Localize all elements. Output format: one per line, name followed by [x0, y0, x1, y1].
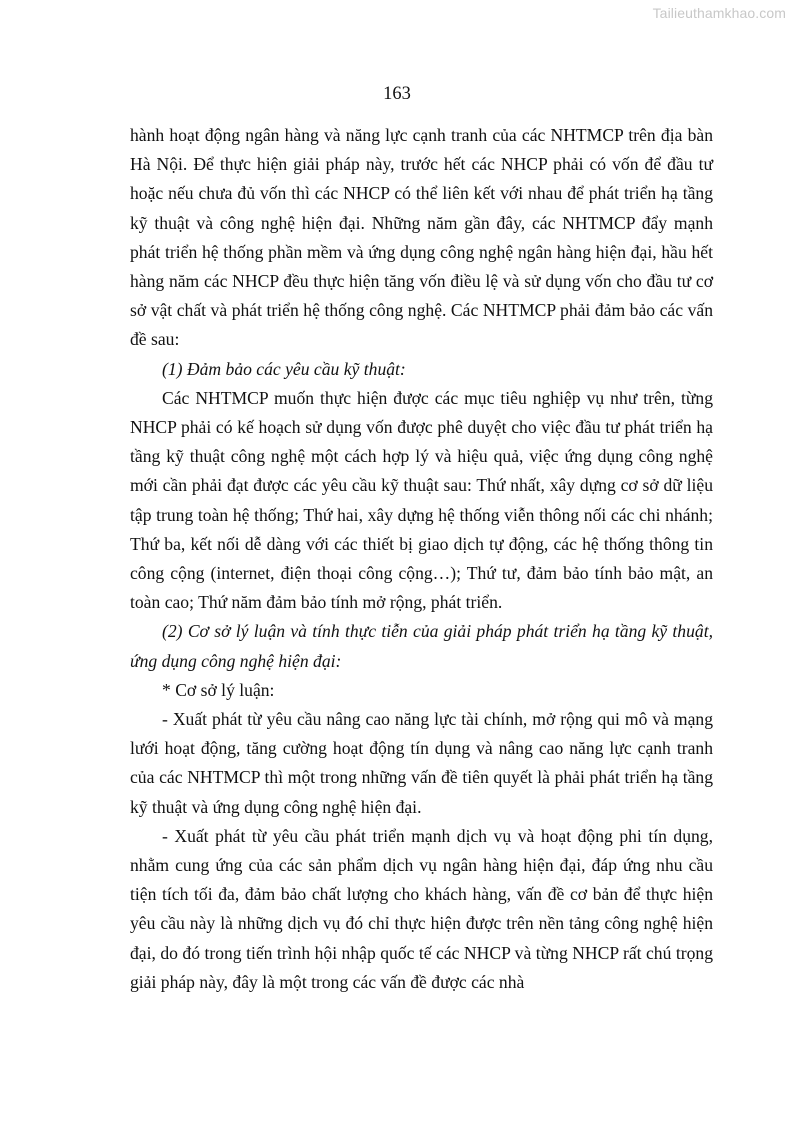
- paragraph-technical-requirements: Các NHTMCP muốn thực hiện được các mục tiêu nghiệp vụ như trên, từng NHCP phải có kế hoạch sử dụng vốn được phê duyệt cho việc đầu tư phát triển hạ tầng kỹ thuật công nghệ một cách hợp lý và hiệu quả, việc ứng dụng công nghệ mới cần phải đạt được các yêu cầu kỹ thuật sau: Thứ nhất, xây dựng cơ sở dữ liệu tập trung toàn hệ thống; Thứ hai, xây dựng hệ thống viễn thông nối các chi nhánh; Thứ ba, kết nối dễ dàng với các thiết bị giao dịch tự động, các hệ thống thông tin công cộng (internet, điện thoại công cộng…); Thứ tư, đảm bảo tính bảo mật, an toàn cao; Thứ năm đảm bảo tính mở rộng, phát triển.: [130, 387, 713, 613]
- document-body: [130, 121, 713, 997]
- page-number: 163: [383, 84, 411, 104]
- section-heading-theoretical-basis: (2) Cơ sở lý luận và tính thực tiễn của giải pháp phát triển hạ tầng kỹ thuật, ứng dụng công nghệ hiện đại:: [130, 621, 713, 671]
- section-heading-technical-requirements: (1) Đảm bảo các yêu cầu kỹ thuật:: [162, 358, 406, 379]
- subheading-theoretical-basis: * Cơ sở lý luận:: [162, 679, 275, 700]
- watermark-text: Tailieuthamkhao.com: [652, 5, 786, 21]
- paragraph-bullet-financial-capacity: - Xuất phát từ yêu cầu nâng cao năng lực tài chính, mở rộng qui mô và mạng lưới hoạt động, tăng cường hoạt động tín dụng và nâng cao năng lực cạnh tranh của các NHTMCP thì một trong những vấn đề tiên quyết là phải phát triển hạ tầng kỹ thuật và ứng dụng công nghệ hiện đại.: [130, 709, 713, 817]
- paragraph-continuation: hành hoạt động ngân hàng và năng lực cạnh tranh của các NHTMCP trên địa bàn Hà Nội. Để thực hiện giải pháp này, trước hết các NHCP phải có vốn để đầu tư hoặc nếu chưa đủ vốn thì các NHCP có thể liên kết với nhau để phát triển hạ tầng kỹ thuật và công nghệ hiện đại. Những năm gần đây, các NHTMCP đẩy mạnh phát triển hệ thống phần mềm và ứng dụng công nghệ ngân hàng hiện đại, hầu hết hàng năm các NHCP đều thực hiện tăng vốn điều lệ và sử dụng vốn cho đầu tư cơ sở vật chất và phát triển hệ thống công nghệ. Các NHTMCP phải đảm bảo các vấn đề sau:: [130, 125, 713, 350]
- paragraph-bullet-service-development: - Xuất phát từ yêu cầu phát triển mạnh dịch vụ và hoạt động phi tín dụng, nhằm cung ứng của các sản phẩm dịch vụ ngân hàng hiện đại, đáp ứng nhu cầu tiện tích tối đa, đảm bảo chất lượng cho khách hàng, vấn đề cơ bản để thực hiện yêu cầu này là những dịch vụ đó chỉ thực hiện được trên nền tảng công nghệ hiện đại, do đó trong tiến trình hội nhập quốc tế các NHCP và từng NHCP rất chú trọng giải pháp này, đây là một trong các vấn đề được các nhà: [130, 825, 713, 992]
